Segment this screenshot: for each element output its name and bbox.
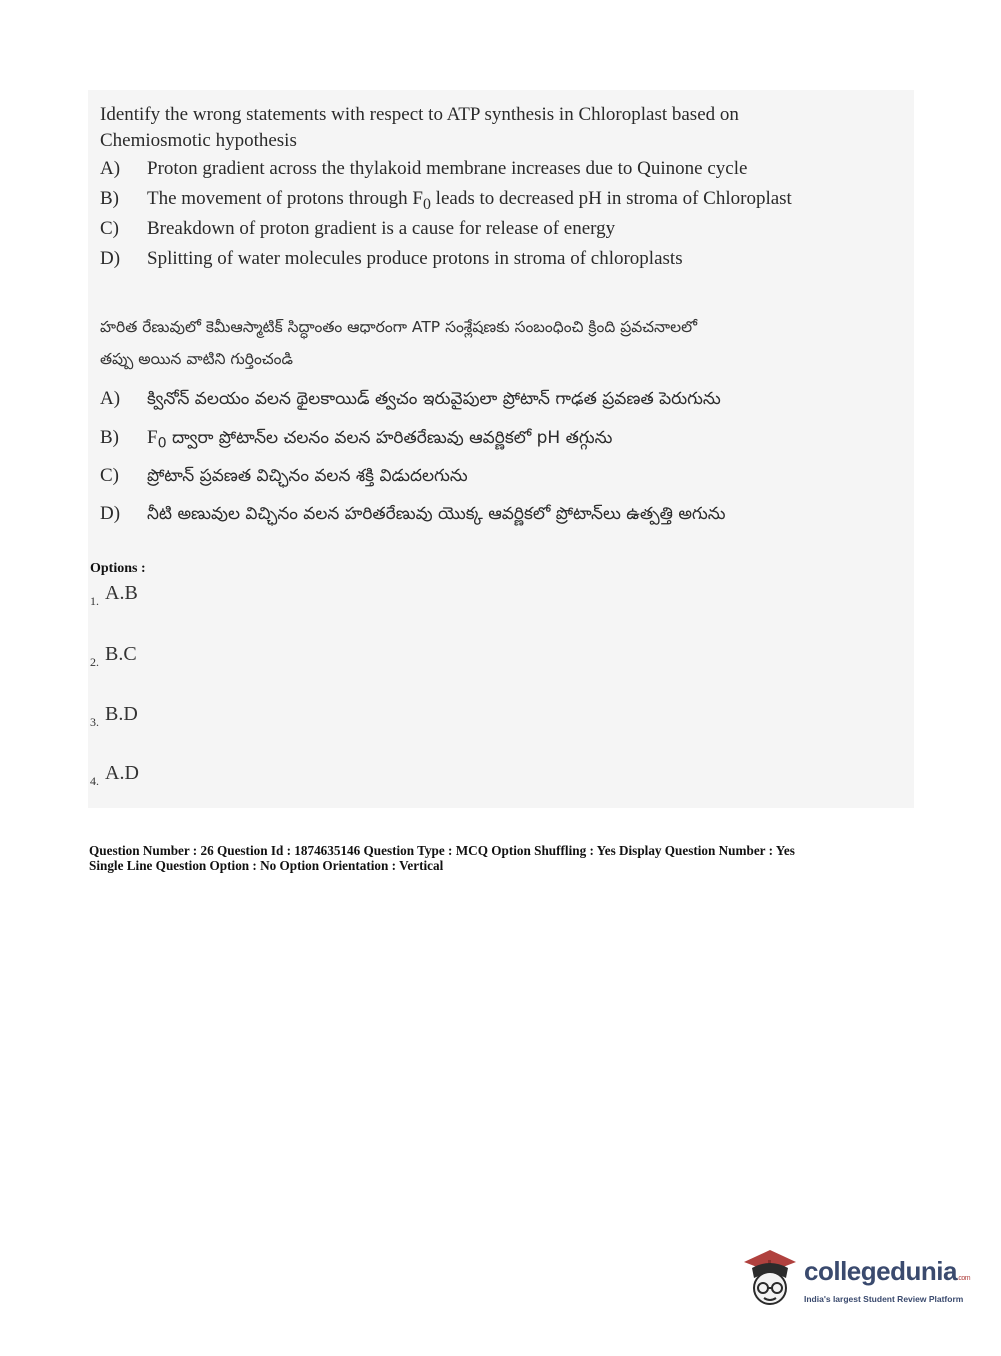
option-3[interactable]: $_{3.}$ B.D: [90, 703, 138, 729]
metadata-line2: Single Line Question Option : No Option Orientation : Vertical: [89, 858, 444, 873]
metadata-line1: Question Number : 26 Question Id : 1874635146 Question Type : MCQ Option Shuffling : Yes Display Question Number : Yes: [89, 843, 795, 858]
telugu-stem-line1: హరిత రేణువులో కెమీఆస్మాటిక్ సిద్ధాంతం ఆధారంగా ATP సంశ్లేషణకు సంబంధించి క్రింది ప్రవచనాలలో: [100, 318, 698, 336]
telugu-statement-a: A) క్వినోన్ వలయం వలన థైలకాయిడ్ త్వచం ఇరువైపులా ప్రోటాన్ గాఢత ప్రవణత పెరుగును: [100, 388, 721, 409]
statement-a: A) Proton gradient across the thylakoid membrane increases due to Quinone cycle: [100, 158, 748, 179]
telugu-statement-b: B) $F_0$ ద్వారా ప్రోటాన్‌ల చలనం వలన హరితరేణువు ఆవర్ణికలో pH తగ్గును: [100, 427, 613, 452]
question-stem-line1: Identify the wrong statements with respect to ATP synthesis in Chloroplast based on: [100, 104, 739, 125]
logo-wordmark: collegedunia.com: [804, 1256, 971, 1286]
options-title: Options :: [90, 561, 146, 576]
question-stem: [100, 102, 890, 154]
option-4[interactable]: $_{4.}$ A.D: [90, 762, 139, 788]
question-box: [88, 90, 914, 808]
telugu-statement-c: C) ప్రోటాన్ ప్రవణత విచ్ఛినం వలన శక్తి విడుదలగును: [100, 465, 468, 486]
student-mascot-icon: [740, 1248, 800, 1314]
question-metadata: [89, 843, 949, 873]
option-2[interactable]: $_{2.}$ B.C: [90, 643, 137, 669]
option-1[interactable]: $_{1.}$ A.B: [90, 582, 138, 608]
question-stem-line2: Chemiosmotic hypothesis: [100, 130, 297, 151]
telugu-stem-line2: తప్పు అయిన వాటిని గుర్తించండి: [100, 350, 293, 368]
statement-d: D) Splitting of water molecules produce protons in stroma of chloroplasts: [100, 248, 683, 269]
telugu-statement-d: D) నీటి అణువుల విచ్ఛినం వలన హరితరేణువు యొక్క ఆవర్ణికలో ప్రోటాన్‌లు ఉత్పత్తి అగును: [100, 503, 726, 524]
statement-c: C) Breakdown of proton gradient is a cause for release of energy: [100, 218, 616, 239]
collegedunia-logo: [740, 1248, 970, 1318]
statement-b: B) The movement of protons through $F_0$ leads to decreased pH in stroma of Chloroplast: [100, 188, 792, 213]
logo-tagline: India's largest Student Review Platform: [804, 1294, 964, 1304]
